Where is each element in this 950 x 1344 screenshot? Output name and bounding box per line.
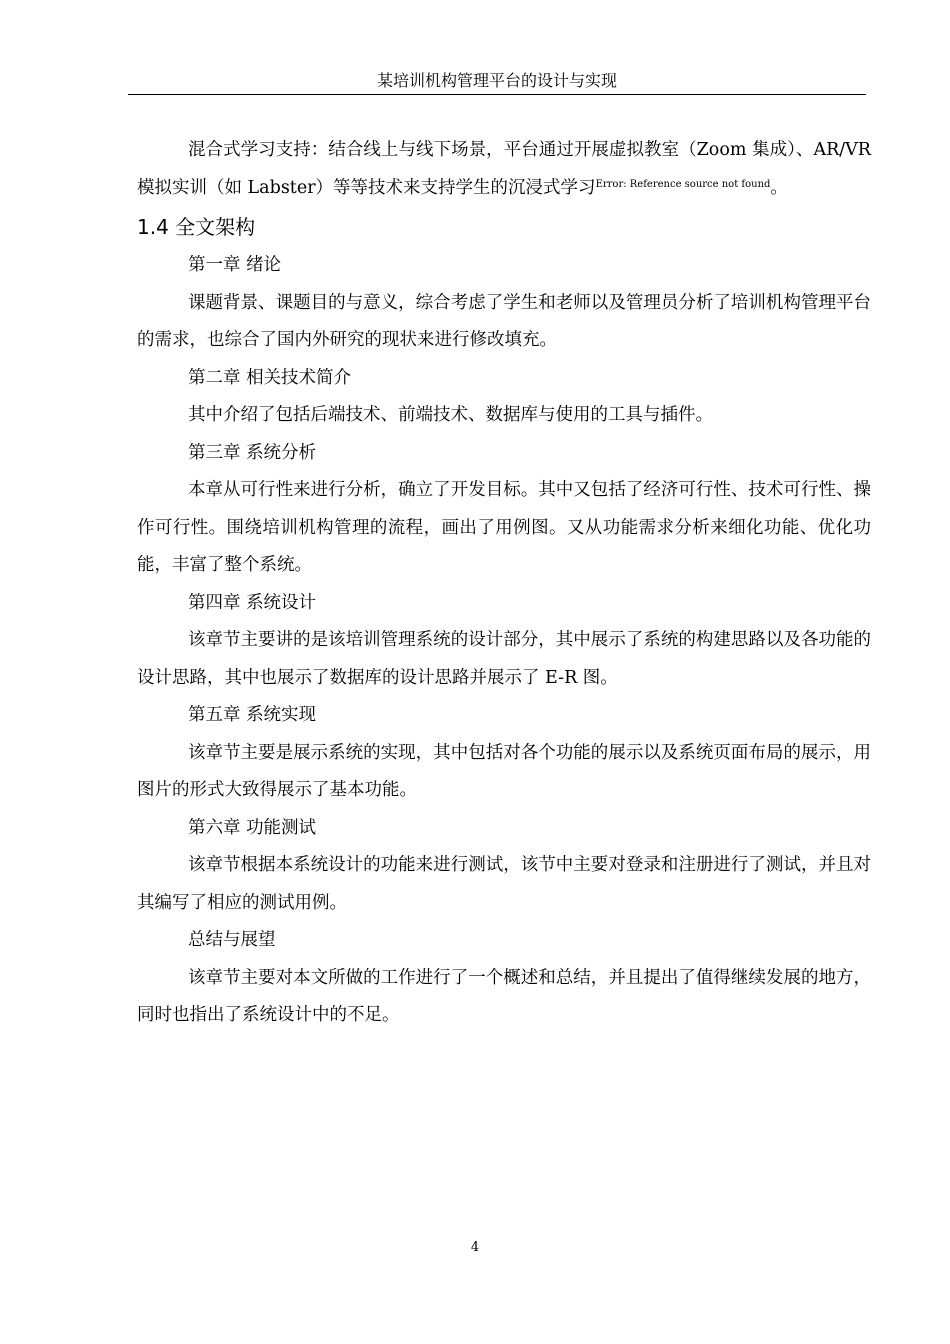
chapter-body-4: 该章节主要讲的是该培训管理系统的设计部分，其中展示了系统的构建思路以及各功能的设计思路，其中也展示了数据库的设计思路并展示了 E-R 图。 xyxy=(137,630,871,688)
chapter-body-1: 课题背景、课题目的与意义，综合考虑了学生和老师以及管理员分析了培训机构管理平台的需求，也综合了国内外研究的现状来进行修改填充。 xyxy=(137,292,871,350)
chapter-title-6: 第六章 功能测试 xyxy=(188,817,317,838)
chapter-title-5: 第五章 系统实现 xyxy=(188,705,317,725)
chapter-title-1: 第一章 绪论 xyxy=(188,255,282,275)
chapter-title-2: 第二章 相关技术简介 xyxy=(188,367,352,388)
intro-text: 混合式学习支持：结合线上与线下场景，平台通过开展虚拟教室（Zoom 集成）、AR/VR 模拟实训（如 Labster）等等技术来支持学生的沉浸式学习 xyxy=(137,140,871,198)
chapter-body-2: 其中介绍了包括后端技术、前端技术、数据库与使用的工具与插件。 xyxy=(188,405,713,425)
document-title: 某培训机构管理平台的设计与实现 xyxy=(376,71,617,90)
page-number: 4 xyxy=(470,1240,480,1255)
page-header xyxy=(128,70,866,95)
chapter-title-4: 第四章 系统设计 xyxy=(188,592,317,613)
chapter-body-3: 本章从可行性来进行分析，确立了开发目标。其中又包括了经济可行性、技术可行性、操作可行性。围绕培训机构管理的流程，画出了用例图。又从功能需求分析来细化功能、优化功能，丰富了整个系统。 xyxy=(137,480,871,575)
chapter-title-3: 第三章 系统分析 xyxy=(188,442,317,463)
section-heading: 1.4 全文架构 xyxy=(137,215,256,239)
reference-error-note: Error: Reference source not found xyxy=(595,178,771,190)
chapter-body-5: 该章节主要是展示系统的实现，其中包括对各个功能的展示以及系统页面布局的展示，用图片的形式大致得展示了基本功能。 xyxy=(137,742,871,800)
summary-body: 该章节主要对本文所做的工作进行了一个概述和总结，并且提出了值得继续发展的地方，同时也指出了系统设计中的不足。 xyxy=(137,967,871,1025)
intro-end-punctuation: 。 xyxy=(770,177,788,198)
chapter-body-6: 该章节根据本系统设计的功能来进行测试，该节中主要对登录和注册进行了测试，并且对其编写了相应的测试用例。 xyxy=(137,855,871,913)
page-content xyxy=(137,132,871,1035)
summary-title: 总结与展望 xyxy=(188,930,276,950)
intro-paragraph xyxy=(137,132,871,207)
